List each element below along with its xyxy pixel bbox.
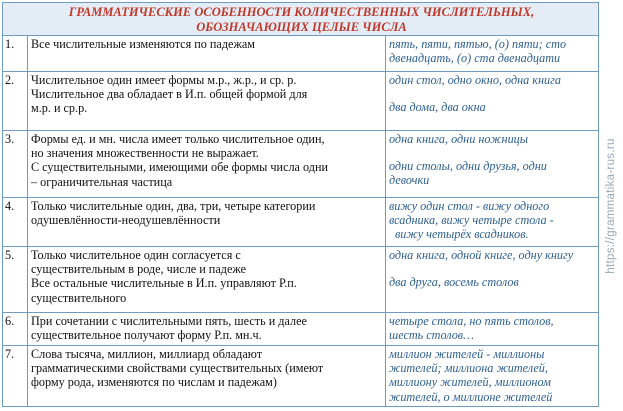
desc-line: Формы ед. и мн. числа имеет только числительное один, bbox=[31, 131, 325, 146]
example-line: один стол, одно окно, одна книга bbox=[389, 72, 561, 87]
desc-line: Только числительные один, два, три, четыре категории bbox=[31, 198, 316, 213]
example-line: всадника, вижу четыре стола - bbox=[389, 212, 554, 227]
example-line: жителей; миллиона жителей, bbox=[389, 360, 548, 375]
desc-line: С существительными, имеющими обе формы числа одни bbox=[31, 160, 329, 175]
example-line: жителей, о миллионе жителей bbox=[389, 389, 553, 404]
desc-line: существительным в роде, числе и падеже bbox=[31, 261, 247, 276]
row-examples bbox=[386, 345, 600, 407]
title-line-1: ГРАММАТИЧЕСКИЕ ОСОБЕННОСТИ КОЛИЧЕСТВЕННЫХ ЧИСЛИТЕЛЬНЫХ, bbox=[68, 5, 535, 19]
row-number: 7. bbox=[3, 345, 28, 407]
row-examples bbox=[386, 312, 600, 345]
example-line: шесть столов… bbox=[389, 327, 474, 342]
desc-line: Слова тысяча, миллион, миллиард обладают bbox=[31, 346, 263, 361]
row-number: 6. bbox=[3, 312, 28, 345]
desc-line: существительного bbox=[31, 290, 127, 305]
row-description bbox=[28, 197, 386, 246]
row-description bbox=[28, 246, 386, 312]
row-examples bbox=[386, 197, 600, 246]
row-examples bbox=[386, 130, 600, 197]
table-title bbox=[3, 3, 599, 36]
desc-line: существительное получают форму Р.п. мн.ч. bbox=[31, 327, 262, 342]
example-line: одни столы, одни друзья, одни bbox=[389, 158, 547, 173]
desc-line: – ограничительная частица bbox=[31, 174, 173, 189]
table-row bbox=[3, 246, 599, 312]
desc-line: Только числительное один согласуется с bbox=[31, 247, 241, 262]
row-number: 5. bbox=[3, 246, 28, 312]
example-line: миллион жителей - миллионы bbox=[389, 346, 545, 361]
watermark-text: https://grammatika-rus.ru bbox=[605, 137, 617, 274]
row-description bbox=[28, 130, 386, 197]
example-line: два друга, восемь столов bbox=[389, 274, 519, 289]
desc-line: одушевлённости-неодушевлённости bbox=[31, 212, 221, 227]
example-line: одна книга, одни ножницы bbox=[389, 131, 529, 146]
example-line: двенадцать, (о) ста двенадцати bbox=[389, 51, 561, 66]
row-description bbox=[28, 312, 386, 345]
row-number: 2. bbox=[3, 71, 28, 130]
desc-line: При сочетании с числительными пять, шесть и далее bbox=[31, 313, 307, 328]
desc-line: но значения множественности не выражает. bbox=[31, 145, 259, 160]
desc-line: Числительное два обладает в И.п. общей формой для bbox=[31, 86, 308, 101]
table-row bbox=[3, 345, 599, 407]
row-examples bbox=[386, 246, 600, 312]
row-description bbox=[28, 345, 386, 407]
example-line: одна книга, одной книге, одну книгу bbox=[389, 247, 574, 262]
example-line: девочки bbox=[389, 173, 430, 188]
desc-line: Числительное один имеет формы м.р., ж.р., и ср. р. bbox=[31, 72, 297, 87]
numerals-table bbox=[3, 36, 599, 407]
table-row bbox=[3, 312, 599, 345]
desc-line: м.р. и ср.р. bbox=[31, 101, 88, 116]
row-description bbox=[28, 71, 386, 130]
title-line-2: ОБОЗНАЧАЮЩИХ ЦЕЛЫЕ ЧИСЛА bbox=[196, 19, 407, 34]
row-examples bbox=[386, 36, 600, 71]
example-line: пять, пяти, пятью, (о) пяти; сто bbox=[389, 37, 567, 51]
row-number: 3. bbox=[3, 130, 28, 197]
desc-line: Все остальные числительные в И.п. управляют Р.п. bbox=[31, 276, 297, 291]
desc-line: грамматическими свойствами существительных (имеют bbox=[31, 360, 324, 375]
example-line: вижу один стол - вижу одного bbox=[389, 198, 550, 213]
grammar-table-card bbox=[2, 2, 599, 407]
example-line: миллиону жителей, миллионом bbox=[389, 375, 551, 390]
table-row bbox=[3, 71, 599, 130]
row-examples bbox=[386, 71, 600, 130]
row-description bbox=[28, 36, 386, 71]
table-row bbox=[3, 197, 599, 246]
table-row bbox=[3, 36, 599, 71]
example-line: вижу четырёх всадников. bbox=[395, 227, 529, 242]
example-line: четыре стола, но пять столов, bbox=[389, 313, 554, 328]
desc-line: форму рода, изменяются по числам и падежам) bbox=[31, 375, 277, 390]
row-number: 1. bbox=[3, 36, 28, 71]
table-row bbox=[3, 130, 599, 197]
row-number: 4. bbox=[3, 197, 28, 246]
desc-line: Все числительные изменяются по падежам bbox=[31, 37, 255, 51]
site-watermark bbox=[602, 8, 620, 403]
example-line: два дома, два окна bbox=[389, 99, 486, 114]
